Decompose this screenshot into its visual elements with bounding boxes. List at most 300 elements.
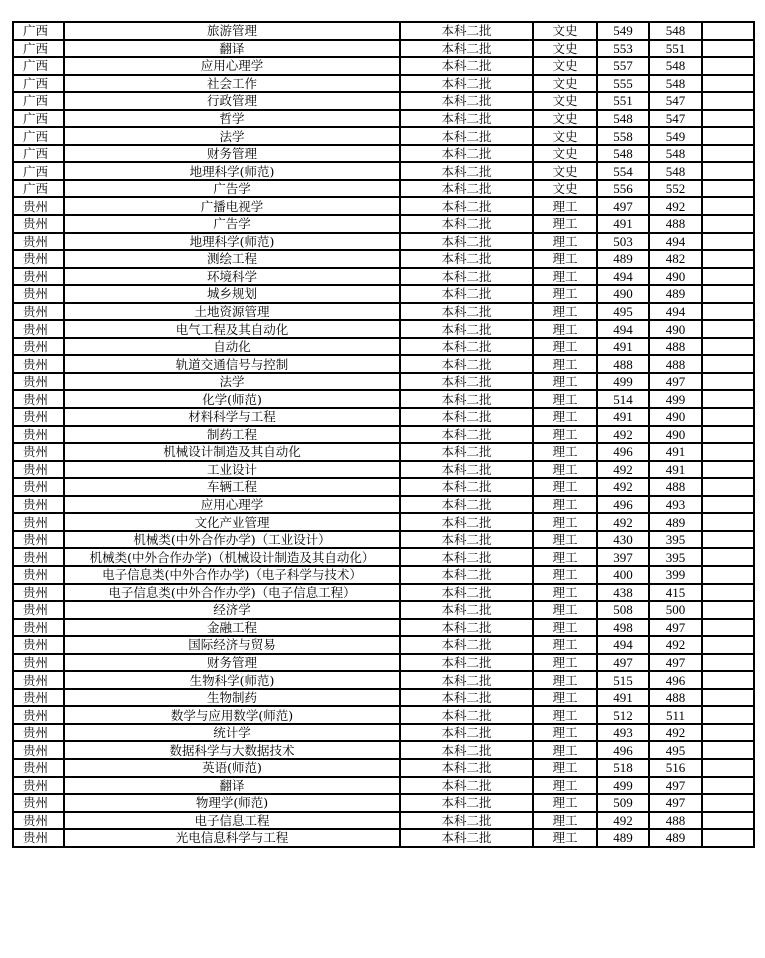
- category-cell: 理工: [533, 706, 597, 724]
- table-row: [13, 461, 754, 479]
- major-cell: 材料科学与工程: [64, 408, 400, 426]
- batch-cell: 本科二批: [400, 461, 533, 479]
- province-cell: 贵州: [13, 355, 64, 373]
- major-cell: 机械类(中外合作办学)（工业设计）: [64, 531, 400, 549]
- province-cell: 贵州: [13, 303, 64, 321]
- category-cell: 理工: [533, 812, 597, 830]
- province-cell: 贵州: [13, 390, 64, 408]
- score-low-cell: 494: [649, 233, 702, 251]
- batch-cell: 本科二批: [400, 355, 533, 373]
- note-cell: [702, 127, 754, 145]
- note-cell: [702, 75, 754, 93]
- major-cell: 生物制药: [64, 689, 400, 707]
- category-cell: 理工: [533, 566, 597, 584]
- category-cell: 理工: [533, 215, 597, 233]
- note-cell: [702, 513, 754, 531]
- batch-cell: 本科二批: [400, 443, 533, 461]
- table-row: [13, 671, 754, 689]
- score-high-cell: 491: [597, 338, 649, 356]
- note-cell: [702, 110, 754, 128]
- category-cell: 文史: [533, 22, 597, 40]
- score-high-cell: 497: [597, 654, 649, 672]
- score-low-cell: 497: [649, 777, 702, 795]
- table-row: [13, 355, 754, 373]
- major-cell: 测绘工程: [64, 250, 400, 268]
- score-high-cell: 551: [597, 92, 649, 110]
- score-low-cell: 492: [649, 636, 702, 654]
- category-cell: 文史: [533, 40, 597, 58]
- score-high-cell: 548: [597, 145, 649, 163]
- score-high-cell: 489: [597, 829, 649, 847]
- score-low-cell: 491: [649, 461, 702, 479]
- score-low-cell: 488: [649, 338, 702, 356]
- note-cell: [702, 320, 754, 338]
- table-row: [13, 180, 754, 198]
- table-row: [13, 145, 754, 163]
- category-cell: 理工: [533, 250, 597, 268]
- category-cell: 理工: [533, 443, 597, 461]
- table-row: [13, 250, 754, 268]
- score-high-cell: 492: [597, 513, 649, 531]
- score-high-cell: 496: [597, 443, 649, 461]
- major-cell: 广播电视学: [64, 197, 400, 215]
- table-row: [13, 22, 754, 40]
- score-low-cell: 492: [649, 197, 702, 215]
- province-cell: 贵州: [13, 601, 64, 619]
- major-cell: 自动化: [64, 338, 400, 356]
- score-low-cell: 488: [649, 355, 702, 373]
- note-cell: [702, 461, 754, 479]
- batch-cell: 本科二批: [400, 777, 533, 795]
- category-cell: 理工: [533, 654, 597, 672]
- score-high-cell: 557: [597, 57, 649, 75]
- admission-score-table: [12, 21, 755, 848]
- major-cell: 生物科学(师范): [64, 671, 400, 689]
- score-low-cell: 490: [649, 268, 702, 286]
- score-high-cell: 493: [597, 724, 649, 742]
- table-row: [13, 40, 754, 58]
- score-high-cell: 495: [597, 303, 649, 321]
- batch-cell: 本科二批: [400, 338, 533, 356]
- province-cell: 广西: [13, 40, 64, 58]
- score-high-cell: 491: [597, 689, 649, 707]
- score-high-cell: 489: [597, 250, 649, 268]
- category-cell: 理工: [533, 338, 597, 356]
- note-cell: [702, 531, 754, 549]
- batch-cell: 本科二批: [400, 390, 533, 408]
- score-low-cell: 496: [649, 671, 702, 689]
- note-cell: [702, 706, 754, 724]
- province-cell: 贵州: [13, 426, 64, 444]
- score-high-cell: 518: [597, 759, 649, 777]
- table-row: [13, 496, 754, 514]
- score-high-cell: 515: [597, 671, 649, 689]
- category-cell: 理工: [533, 619, 597, 637]
- score-low-cell: 497: [649, 373, 702, 391]
- major-cell: 机械类(中外合作办学)（机械设计制造及其自动化）: [64, 548, 400, 566]
- major-cell: 土地资源管理: [64, 303, 400, 321]
- major-cell: 电子信息类(中外合作办学)（电子科学与技术）: [64, 566, 400, 584]
- note-cell: [702, 478, 754, 496]
- score-high-cell: 491: [597, 215, 649, 233]
- batch-cell: 本科二批: [400, 654, 533, 672]
- note-cell: [702, 566, 754, 584]
- note-cell: [702, 268, 754, 286]
- batch-cell: 本科二批: [400, 741, 533, 759]
- major-cell: 文化产业管理: [64, 513, 400, 531]
- province-cell: 贵州: [13, 548, 64, 566]
- major-cell: 环境科学: [64, 268, 400, 286]
- score-low-cell: 511: [649, 706, 702, 724]
- table-row: [13, 619, 754, 637]
- table-row: [13, 426, 754, 444]
- batch-cell: 本科二批: [400, 197, 533, 215]
- major-cell: 财务管理: [64, 145, 400, 163]
- category-cell: 理工: [533, 373, 597, 391]
- score-high-cell: 555: [597, 75, 649, 93]
- score-high-cell: 397: [597, 548, 649, 566]
- batch-cell: 本科二批: [400, 75, 533, 93]
- major-cell: 翻译: [64, 777, 400, 795]
- table-row: [13, 197, 754, 215]
- score-high-cell: 512: [597, 706, 649, 724]
- province-cell: 贵州: [13, 671, 64, 689]
- category-cell: 理工: [533, 426, 597, 444]
- table-row: [13, 513, 754, 531]
- table-row: [13, 601, 754, 619]
- batch-cell: 本科二批: [400, 127, 533, 145]
- category-cell: 理工: [533, 355, 597, 373]
- table-row: [13, 285, 754, 303]
- table-row: [13, 706, 754, 724]
- category-cell: 理工: [533, 548, 597, 566]
- score-low-cell: 516: [649, 759, 702, 777]
- score-high-cell: 494: [597, 268, 649, 286]
- province-cell: 贵州: [13, 566, 64, 584]
- batch-cell: 本科二批: [400, 320, 533, 338]
- table-row: [13, 57, 754, 75]
- score-high-cell: 509: [597, 794, 649, 812]
- note-cell: [702, 584, 754, 602]
- province-cell: 贵州: [13, 724, 64, 742]
- note-cell: [702, 162, 754, 180]
- major-cell: 英语(师范): [64, 759, 400, 777]
- table-row: [13, 689, 754, 707]
- note-cell: [702, 654, 754, 672]
- note-cell: [702, 390, 754, 408]
- score-high-cell: 492: [597, 426, 649, 444]
- table-row: [13, 794, 754, 812]
- batch-cell: 本科二批: [400, 285, 533, 303]
- table-row: [13, 531, 754, 549]
- batch-cell: 本科二批: [400, 794, 533, 812]
- note-cell: [702, 197, 754, 215]
- category-cell: 理工: [533, 303, 597, 321]
- score-low-cell: 415: [649, 584, 702, 602]
- table-row: [13, 759, 754, 777]
- province-cell: 贵州: [13, 478, 64, 496]
- category-cell: 文史: [533, 75, 597, 93]
- score-high-cell: 508: [597, 601, 649, 619]
- note-cell: [702, 22, 754, 40]
- score-high-cell: 496: [597, 496, 649, 514]
- batch-cell: 本科二批: [400, 426, 533, 444]
- major-cell: 旅游管理: [64, 22, 400, 40]
- category-cell: 理工: [533, 829, 597, 847]
- score-high-cell: 438: [597, 584, 649, 602]
- note-cell: [702, 671, 754, 689]
- major-cell: 行政管理: [64, 92, 400, 110]
- category-cell: 理工: [533, 689, 597, 707]
- province-cell: 贵州: [13, 741, 64, 759]
- score-low-cell: 489: [649, 829, 702, 847]
- major-cell: 翻译: [64, 40, 400, 58]
- score-low-cell: 500: [649, 601, 702, 619]
- note-cell: [702, 741, 754, 759]
- table-row: [13, 654, 754, 672]
- batch-cell: 本科二批: [400, 145, 533, 163]
- score-high-cell: 430: [597, 531, 649, 549]
- table-row: [13, 812, 754, 830]
- major-cell: 车辆工程: [64, 478, 400, 496]
- province-cell: 贵州: [13, 829, 64, 847]
- note-cell: [702, 303, 754, 321]
- table-row: [13, 408, 754, 426]
- batch-cell: 本科二批: [400, 496, 533, 514]
- score-high-cell: 400: [597, 566, 649, 584]
- batch-cell: 本科二批: [400, 619, 533, 637]
- score-low-cell: 490: [649, 320, 702, 338]
- major-cell: 数据科学与大数据技术: [64, 741, 400, 759]
- province-cell: 贵州: [13, 636, 64, 654]
- score-low-cell: 488: [649, 812, 702, 830]
- table-row: [13, 741, 754, 759]
- province-cell: 广西: [13, 75, 64, 93]
- major-cell: 哲学: [64, 110, 400, 128]
- major-cell: 城乡规划: [64, 285, 400, 303]
- score-high-cell: 494: [597, 320, 649, 338]
- score-high-cell: 558: [597, 127, 649, 145]
- score-low-cell: 495: [649, 741, 702, 759]
- score-high-cell: 514: [597, 390, 649, 408]
- category-cell: 理工: [533, 268, 597, 286]
- category-cell: 理工: [533, 584, 597, 602]
- major-cell: 电子信息工程: [64, 812, 400, 830]
- table-row: [13, 338, 754, 356]
- table-row: [13, 478, 754, 496]
- batch-cell: 本科二批: [400, 513, 533, 531]
- major-cell: 国际经济与贸易: [64, 636, 400, 654]
- major-cell: 法学: [64, 127, 400, 145]
- note-cell: [702, 215, 754, 233]
- score-low-cell: 548: [649, 75, 702, 93]
- province-cell: 广西: [13, 180, 64, 198]
- score-low-cell: 552: [649, 180, 702, 198]
- major-cell: 轨道交通信号与控制: [64, 355, 400, 373]
- note-cell: [702, 373, 754, 391]
- major-cell: 数学与应用数学(师范): [64, 706, 400, 724]
- table-row: [13, 443, 754, 461]
- category-cell: 理工: [533, 531, 597, 549]
- note-cell: [702, 496, 754, 514]
- category-cell: 理工: [533, 513, 597, 531]
- note-cell: [702, 285, 754, 303]
- province-cell: 贵州: [13, 584, 64, 602]
- score-low-cell: 492: [649, 724, 702, 742]
- batch-cell: 本科二批: [400, 303, 533, 321]
- category-cell: 理工: [533, 741, 597, 759]
- major-cell: 广告学: [64, 180, 400, 198]
- province-cell: 贵州: [13, 689, 64, 707]
- score-high-cell: 491: [597, 408, 649, 426]
- score-high-cell: 488: [597, 355, 649, 373]
- province-cell: 贵州: [13, 654, 64, 672]
- table-row: [13, 233, 754, 251]
- table-row: [13, 390, 754, 408]
- note-cell: [702, 355, 754, 373]
- note-cell: [702, 548, 754, 566]
- province-cell: 贵州: [13, 338, 64, 356]
- score-low-cell: 497: [649, 654, 702, 672]
- major-cell: 经济学: [64, 601, 400, 619]
- score-high-cell: 553: [597, 40, 649, 58]
- score-low-cell: 395: [649, 531, 702, 549]
- score-low-cell: 548: [649, 22, 702, 40]
- note-cell: [702, 794, 754, 812]
- note-cell: [702, 777, 754, 795]
- score-low-cell: 494: [649, 303, 702, 321]
- note-cell: [702, 426, 754, 444]
- major-cell: 物理学(师范): [64, 794, 400, 812]
- table-row: [13, 303, 754, 321]
- note-cell: [702, 636, 754, 654]
- province-cell: 广西: [13, 57, 64, 75]
- note-cell: [702, 724, 754, 742]
- batch-cell: 本科二批: [400, 531, 533, 549]
- score-low-cell: 489: [649, 285, 702, 303]
- batch-cell: 本科二批: [400, 689, 533, 707]
- note-cell: [702, 233, 754, 251]
- province-cell: 贵州: [13, 794, 64, 812]
- province-cell: 贵州: [13, 233, 64, 251]
- score-low-cell: 488: [649, 215, 702, 233]
- province-cell: 贵州: [13, 250, 64, 268]
- batch-cell: 本科二批: [400, 759, 533, 777]
- note-cell: [702, 619, 754, 637]
- note-cell: [702, 92, 754, 110]
- category-cell: 文史: [533, 162, 597, 180]
- score-high-cell: 492: [597, 812, 649, 830]
- major-cell: 地理科学(师范): [64, 162, 400, 180]
- table-row: [13, 566, 754, 584]
- score-low-cell: 490: [649, 426, 702, 444]
- batch-cell: 本科二批: [400, 162, 533, 180]
- province-cell: 广西: [13, 22, 64, 40]
- province-cell: 广西: [13, 110, 64, 128]
- major-cell: 电气工程及其自动化: [64, 320, 400, 338]
- major-cell: 地理科学(师范): [64, 233, 400, 251]
- province-cell: 贵州: [13, 531, 64, 549]
- major-cell: 光电信息科学与工程: [64, 829, 400, 847]
- category-cell: 文史: [533, 57, 597, 75]
- score-low-cell: 488: [649, 689, 702, 707]
- table-row: [13, 320, 754, 338]
- table-row: [13, 777, 754, 795]
- province-cell: 贵州: [13, 461, 64, 479]
- batch-cell: 本科二批: [400, 40, 533, 58]
- province-cell: 贵州: [13, 320, 64, 338]
- province-cell: 贵州: [13, 268, 64, 286]
- score-high-cell: 496: [597, 741, 649, 759]
- score-high-cell: 499: [597, 373, 649, 391]
- table-row: [13, 636, 754, 654]
- note-cell: [702, 408, 754, 426]
- category-cell: 文史: [533, 110, 597, 128]
- table-row: [13, 373, 754, 391]
- major-cell: 制药工程: [64, 426, 400, 444]
- score-high-cell: 499: [597, 777, 649, 795]
- category-cell: 理工: [533, 461, 597, 479]
- major-cell: 化学(师范): [64, 390, 400, 408]
- table-row: [13, 162, 754, 180]
- score-low-cell: 488: [649, 478, 702, 496]
- category-cell: 理工: [533, 601, 597, 619]
- category-cell: 文史: [533, 180, 597, 198]
- score-high-cell: 492: [597, 461, 649, 479]
- score-low-cell: 490: [649, 408, 702, 426]
- batch-cell: 本科二批: [400, 110, 533, 128]
- category-cell: 理工: [533, 636, 597, 654]
- table-row: [13, 215, 754, 233]
- note-cell: [702, 759, 754, 777]
- category-cell: 理工: [533, 794, 597, 812]
- province-cell: 贵州: [13, 812, 64, 830]
- major-cell: 法学: [64, 373, 400, 391]
- score-high-cell: 490: [597, 285, 649, 303]
- batch-cell: 本科二批: [400, 215, 533, 233]
- score-high-cell: 556: [597, 180, 649, 198]
- score-low-cell: 493: [649, 496, 702, 514]
- score-low-cell: 489: [649, 513, 702, 531]
- score-high-cell: 548: [597, 110, 649, 128]
- major-cell: 电子信息类(中外合作办学)（电子信息工程）: [64, 584, 400, 602]
- batch-cell: 本科二批: [400, 671, 533, 689]
- note-cell: [702, 145, 754, 163]
- province-cell: 广西: [13, 162, 64, 180]
- batch-cell: 本科二批: [400, 268, 533, 286]
- category-cell: 理工: [533, 759, 597, 777]
- score-high-cell: 492: [597, 478, 649, 496]
- table-row: [13, 548, 754, 566]
- province-cell: 贵州: [13, 285, 64, 303]
- province-cell: 贵州: [13, 759, 64, 777]
- note-cell: [702, 689, 754, 707]
- score-low-cell: 548: [649, 145, 702, 163]
- batch-cell: 本科二批: [400, 584, 533, 602]
- province-cell: 广西: [13, 145, 64, 163]
- batch-cell: 本科二批: [400, 373, 533, 391]
- category-cell: 理工: [533, 285, 597, 303]
- table-row: [13, 127, 754, 145]
- major-cell: 财务管理: [64, 654, 400, 672]
- table-row: [13, 268, 754, 286]
- province-cell: 贵州: [13, 408, 64, 426]
- batch-cell: 本科二批: [400, 812, 533, 830]
- major-cell: 统计学: [64, 724, 400, 742]
- category-cell: 理工: [533, 197, 597, 215]
- note-cell: [702, 812, 754, 830]
- batch-cell: 本科二批: [400, 92, 533, 110]
